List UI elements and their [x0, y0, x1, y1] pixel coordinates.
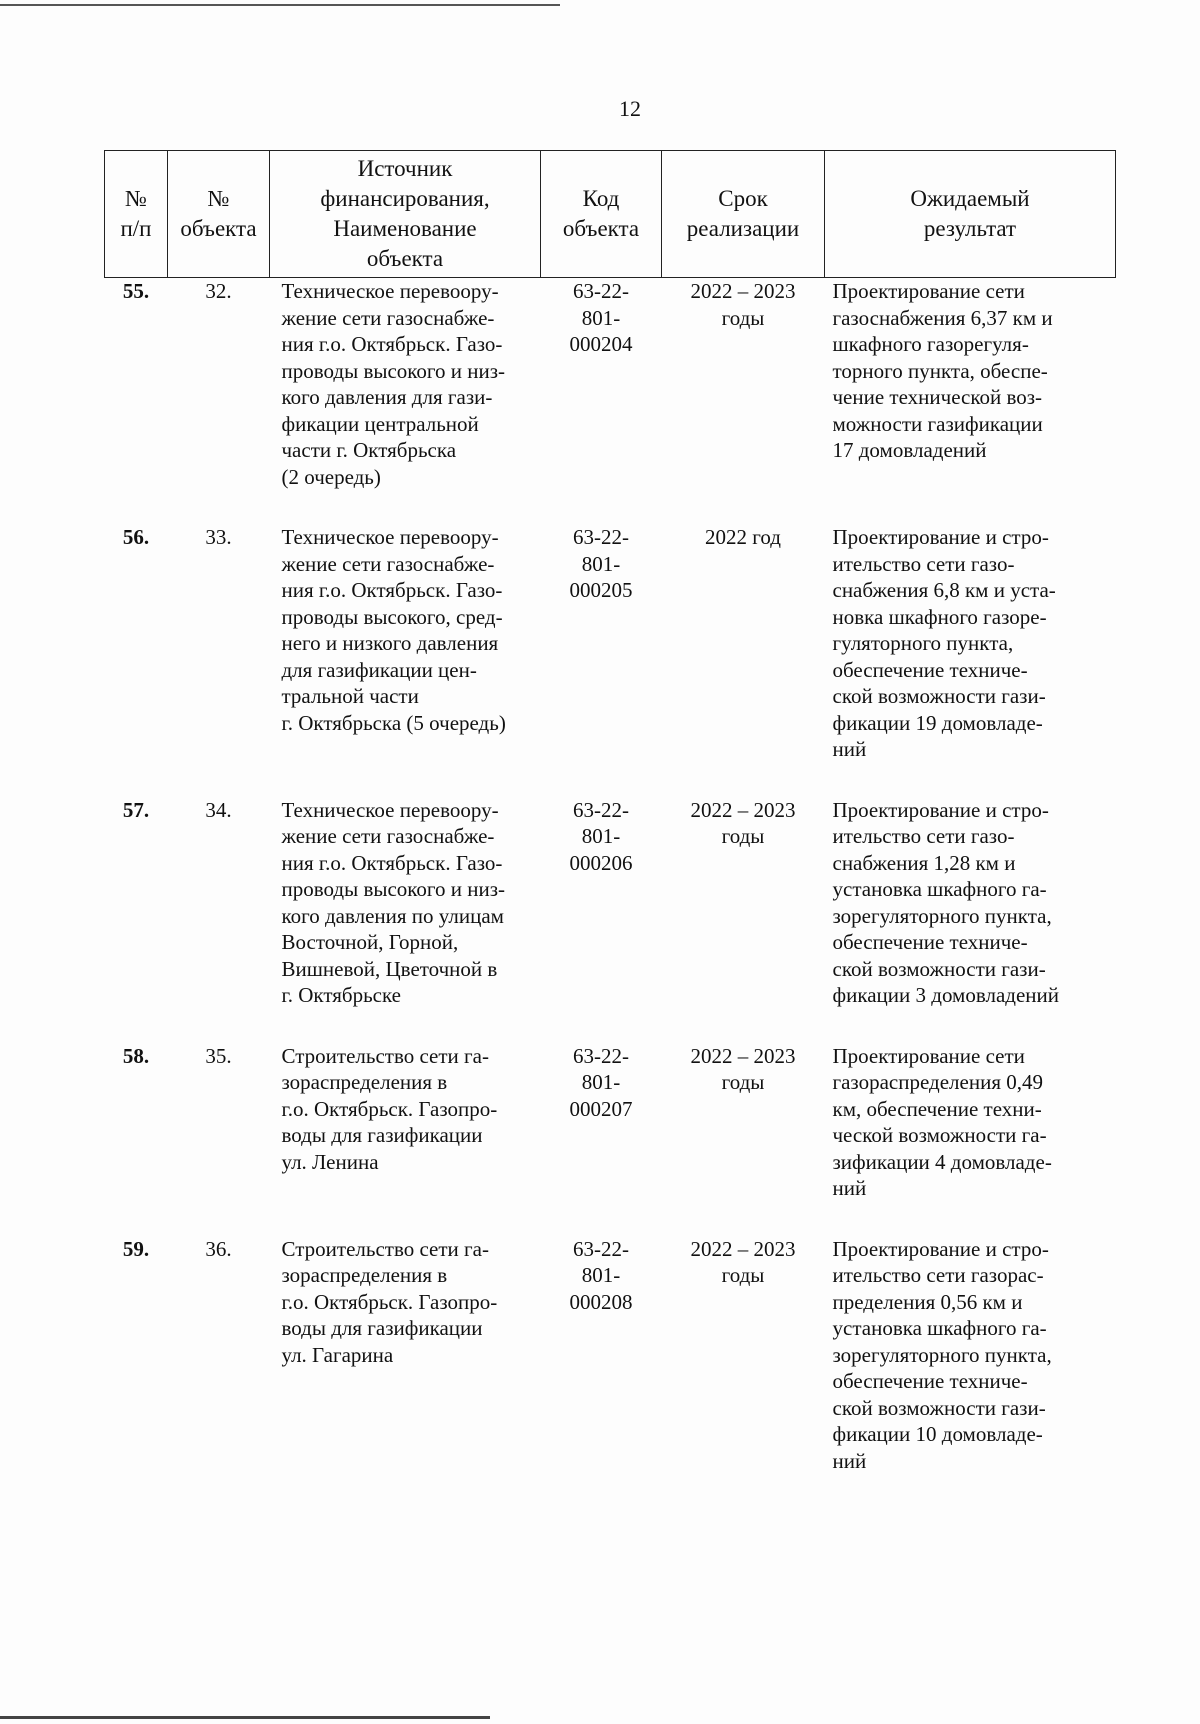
cell-line: жение сети газоснабже- [281, 305, 495, 330]
table-row [105, 797, 1116, 1043]
cell-object-code [541, 797, 662, 1043]
cell-line: Проектирование и стро- [832, 1236, 1049, 1261]
cell-line: годы [721, 1263, 765, 1287]
cell-object-number: 36. [205, 1236, 232, 1261]
cell-row-number: 56. [122, 525, 150, 549]
cell-line: ул. Гагарина [281, 1342, 394, 1367]
cell-line: 63-22- [573, 525, 629, 549]
cell-line: ительство сети газо- [832, 824, 1015, 848]
cell-term [662, 797, 825, 1043]
cell-object-number: 32. [205, 279, 232, 303]
cell-line: можности газификации [832, 411, 1043, 436]
cell-line: проводы высокого, сред- [281, 604, 503, 629]
cell-line: г. Октябрьске [281, 983, 401, 1007]
cell-row-number: 58. [122, 1043, 150, 1068]
cell-expected-result [825, 1236, 1116, 1509]
cell-line: 801- [581, 1070, 621, 1094]
cell-term [662, 1043, 825, 1236]
cell-line: тральной части [281, 684, 419, 708]
cell-line: фикации 3 домовладений [832, 983, 1059, 1007]
cell-line: (2 очередь) [281, 464, 381, 489]
cell-line: г. Октябрьска (5 очередь) [281, 710, 506, 735]
cell-line: ния г.о. Октябрьск. Газо- [281, 850, 503, 875]
cell-line: Проектирование и стро- [832, 525, 1049, 549]
cell-line: обеспечение техниче- [832, 657, 1028, 682]
cell-source-name [270, 524, 541, 797]
cell-source-name [270, 1043, 541, 1236]
cell-line: годы [721, 1070, 765, 1094]
cell-line: Проектирование сети [832, 279, 1025, 303]
cell-line: зораспределения в [281, 1070, 448, 1094]
cell-line: проводы высокого и низ- [281, 358, 506, 383]
cell-line: годы [721, 824, 765, 848]
cell-line: газораспределения 0,49 [832, 1070, 1043, 1094]
cell-line: новка шкафного газоре- [832, 604, 1047, 629]
cell-line: воды для газификации [281, 1316, 483, 1340]
cell-line: ния г.о. Октябрьск. Газо- [281, 332, 503, 356]
cell-expected-result [825, 278, 1116, 525]
cell-line: шкафного газорегуля- [832, 332, 1029, 356]
cell-line: ул. Ленина [281, 1149, 379, 1174]
header-col-num: № п/п [105, 151, 168, 278]
cell-line: г.о. Октябрьск. Газопро- [281, 1289, 498, 1314]
scan-edge-bottom [0, 1716, 490, 1719]
header-col-result: Ожидаемый результат [825, 151, 1116, 278]
cell-line: фикации центральной [281, 411, 479, 436]
cell-line: обеспечение техниче- [832, 1369, 1028, 1393]
cell-line: воды для газификации [281, 1123, 483, 1147]
table-row [105, 524, 1116, 797]
cell-object-number: 35. [205, 1043, 232, 1068]
table-header [105, 151, 1116, 278]
cell-object-code [541, 278, 662, 525]
cell-line: Техническое перевоору- [281, 279, 499, 303]
cell-line: для газификации цен- [281, 657, 477, 682]
table-row [105, 1043, 1116, 1236]
cell-line: пределения 0,56 км и [832, 1289, 1023, 1314]
cell-source-name [270, 797, 541, 1043]
header-col-source: Источник финансирования, Наименование объекта [270, 151, 541, 278]
cell-row-number: 57. [122, 797, 150, 822]
cell-line: него и низкого давления [281, 631, 499, 655]
cell-line: 801- [581, 551, 621, 576]
cell-line: зификации 4 домовладе- [832, 1149, 1052, 1174]
cell-line: 000206 [569, 850, 633, 875]
cell-line: кого давления для гази- [281, 385, 493, 409]
cell-expected-result [825, 524, 1116, 797]
cell-line: снабжения 6,8 км и уста- [832, 578, 1056, 602]
cell-line: ния г.о. Октябрьск. Газо- [281, 578, 503, 602]
cell-object-code [541, 524, 662, 797]
cell-line: зорегуляторного пункта, [832, 903, 1052, 928]
cell-line: 17 домовладений [832, 438, 987, 462]
cell-line: торного пункта, обеспе- [832, 358, 1048, 383]
cell-line: 2022 – 2023 [690, 1236, 796, 1261]
objects-table [104, 150, 1116, 1508]
cell-object-number: 34. [205, 797, 232, 822]
cell-line: годы [721, 305, 765, 330]
cell-line: кого давления по улицам [281, 903, 504, 928]
cell-line: км, обеспечение техни- [832, 1096, 1042, 1121]
cell-line: фикации 10 домовладе- [832, 1422, 1043, 1446]
cell-line: 000207 [569, 1096, 633, 1121]
cell-source-name [270, 1236, 541, 1509]
cell-term [662, 524, 825, 797]
scan-edge-top [0, 4, 560, 6]
cell-line: части г. Октябрьска [281, 438, 457, 462]
cell-line: Восточной, Горной, [281, 930, 459, 954]
cell-line: обеспечение техниче- [832, 930, 1028, 954]
cell-line: газоснабжения 6,37 км и [832, 305, 1053, 330]
cell-line: 801- [581, 824, 621, 848]
cell-line: жение сети газоснабже- [281, 551, 495, 576]
cell-line: фикации 19 домовладе- [832, 710, 1043, 735]
cell-line: 801- [581, 305, 621, 330]
table-row [105, 278, 1116, 525]
header-col-object-number: № объекта [168, 151, 270, 278]
cell-line: установка шкафного га- [832, 877, 1047, 901]
cell-line: снабжения 1,28 км и [832, 850, 1016, 875]
table-body [105, 278, 1116, 1509]
cell-line: проводы высокого и низ- [281, 877, 506, 901]
cell-expected-result [825, 797, 1116, 1043]
cell-line: г.о. Октябрьск. Газопро- [281, 1096, 498, 1121]
cell-line: 63-22- [573, 1236, 629, 1261]
cell-line: ний [832, 1176, 867, 1200]
cell-line: Техническое перевоору- [281, 797, 499, 822]
cell-line: гуляторного пункта, [832, 631, 1014, 655]
objects-table-container [104, 150, 1115, 1508]
cell-line: 2022 – 2023 [690, 1043, 796, 1068]
cell-line: Строительство сети га- [281, 1043, 489, 1068]
cell-line: 2022 – 2023 [690, 279, 796, 303]
cell-line: Строительство сети га- [281, 1236, 489, 1261]
cell-line: 63-22- [573, 279, 629, 303]
header-col-code: Код объекта [541, 151, 662, 278]
header-col-term: Срок реализации [662, 151, 825, 278]
cell-object-number: 33. [205, 525, 232, 549]
cell-line: ской возможности гази- [832, 956, 1046, 981]
cell-term [662, 278, 825, 525]
cell-line: Проектирование сети [832, 1043, 1025, 1068]
cell-line: 63-22- [573, 1043, 629, 1068]
cell-line: 000204 [569, 332, 633, 356]
cell-line: ской возможности гази- [832, 684, 1046, 708]
cell-line: Вишневой, Цветочной в [281, 956, 498, 981]
cell-line: Проектирование и стро- [832, 797, 1049, 822]
cell-source-name [270, 278, 541, 525]
cell-object-code [541, 1236, 662, 1509]
cell-line: зораспределения в [281, 1263, 448, 1287]
cell-object-code [541, 1043, 662, 1236]
cell-line: ческой возможности га- [832, 1123, 1047, 1147]
cell-line: Техническое перевоору- [281, 525, 499, 549]
header-row [105, 151, 1116, 278]
cell-line: ительство сети газорас- [832, 1263, 1044, 1287]
cell-row-number: 59. [122, 1236, 150, 1261]
cell-expected-result [825, 1043, 1116, 1236]
cell-line: ской возможности гази- [832, 1395, 1046, 1420]
cell-line: жение сети газоснабже- [281, 824, 495, 848]
cell-line: чение технической воз- [832, 385, 1043, 409]
cell-line: 2022 год [705, 525, 781, 549]
cell-line: 63-22- [573, 797, 629, 822]
cell-line: 2022 – 2023 [690, 797, 796, 822]
cell-line: 801- [581, 1263, 621, 1287]
cell-row-number: 55. [122, 279, 150, 303]
cell-line: ний [832, 737, 867, 761]
cell-line: ний [832, 1448, 867, 1473]
page-number: 12 [619, 96, 641, 121]
cell-line: 000205 [569, 578, 633, 602]
cell-line: зорегуляторного пункта, [832, 1342, 1052, 1367]
table-row [105, 1236, 1116, 1509]
cell-line: 000208 [569, 1289, 633, 1314]
cell-line: установка шкафного га- [832, 1316, 1047, 1340]
cell-term [662, 1236, 825, 1509]
cell-line: ительство сети газо- [832, 551, 1015, 576]
